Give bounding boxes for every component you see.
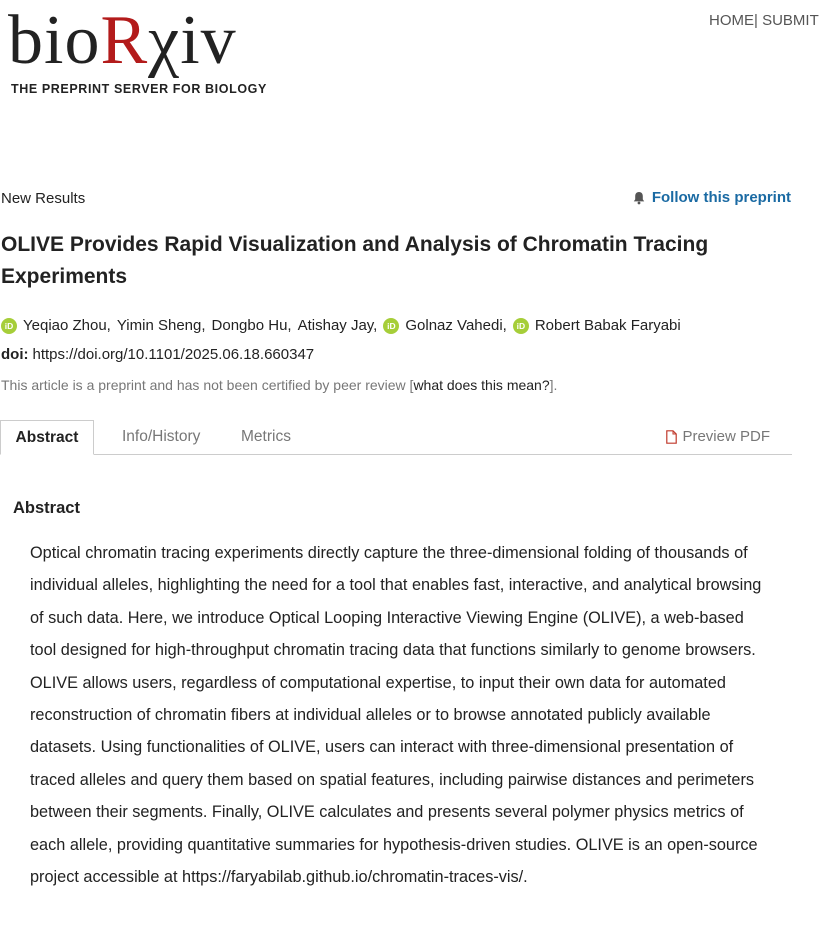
follow-preprint-button[interactable] bbox=[632, 189, 791, 206]
disclaimer-text: This article is a preprint and has not been certified by peer review [ bbox=[1, 377, 414, 393]
article-title: OLIVE Provides Rapid Visualization and Analysis of Chromatin Tracing Experiments bbox=[1, 233, 709, 288]
author-name[interactable]: Robert Babak Faryabi bbox=[534, 317, 681, 334]
author-list bbox=[1, 317, 687, 334]
author-name[interactable]: Yimin Sheng, bbox=[116, 317, 206, 334]
article-tabs bbox=[0, 420, 792, 455]
peer-review-disclaimer bbox=[1, 377, 557, 393]
orcid-icon[interactable]: iD bbox=[383, 318, 399, 334]
nav-separator: | bbox=[754, 12, 758, 29]
author-name[interactable]: Golnaz Vahedi, bbox=[405, 317, 507, 334]
what-does-this-mean-link[interactable]: what does this mean? bbox=[413, 377, 550, 393]
nav-submit-link[interactable]: SUBMIT bbox=[762, 12, 819, 29]
logo-wordmark bbox=[8, 2, 267, 79]
article-type: New Results bbox=[1, 190, 86, 207]
tab-metrics[interactable]: Metrics bbox=[241, 428, 291, 445]
logo-suffix: χiv bbox=[148, 2, 237, 79]
tab-info-history[interactable]: Info/History bbox=[122, 428, 201, 445]
disclaimer-end: ]. bbox=[549, 377, 558, 393]
doi-link[interactable]: https://doi.org/10.1101/2025.06.18.660347 bbox=[32, 346, 315, 363]
logo-r: R bbox=[100, 2, 149, 79]
author-name[interactable]: Atishay Jay, bbox=[297, 317, 378, 334]
abstract-heading: Abstract bbox=[13, 499, 80, 517]
pdf-file-icon bbox=[666, 430, 677, 444]
logo-prefix: bio bbox=[8, 2, 101, 79]
author-name[interactable]: Dongbo Hu, bbox=[211, 317, 292, 334]
orcid-icon[interactable]: iD bbox=[1, 318, 17, 334]
orcid-icon[interactable]: iD bbox=[513, 318, 529, 334]
author-name[interactable]: Yeqiao Zhou, bbox=[23, 317, 111, 334]
logo-tagline: THE PREPRINT SERVER FOR BIOLOGY bbox=[11, 82, 267, 96]
doi-line bbox=[1, 346, 314, 363]
tab-abstract[interactable]: Abstract bbox=[0, 420, 94, 455]
follow-label: Follow this preprint bbox=[651, 189, 791, 206]
biorxiv-logo[interactable] bbox=[8, 2, 267, 96]
bell-icon bbox=[632, 191, 646, 205]
preview-pdf-link[interactable] bbox=[666, 420, 770, 454]
doi-label: doi: bbox=[1, 346, 29, 363]
nav-home-link[interactable]: HOME bbox=[709, 12, 754, 29]
top-nav bbox=[709, 12, 819, 29]
abstract-text: Optical chromatin tracing experiments directly capture the three-dimensional folding of thousands of individual alleles, highlighting the need for a tool that enables fast, interactive, and analytical browsing of such data. Here, we introduce Optical Looping Interactive Viewing Engine (OLIVE), a web-based tool designed for high-throughput chromatin tracing data that functions similarly to genome browsers. OLIVE allows users, regardless of computational expertise, to input their own data for automated reconstruction of chromatin fibers at individual alleles or to browse annotated publicly available datasets. Using functionalities of OLIVE, users can interact with three-dimensional presentation of traced alleles and query them based on spatial features, including pairwise distances and perimeters between their segments. Finally, OLIVE calculates and presents several polymer physics metrics of each allele, providing quantitative summaries for hypothesis-driven studies. OLIVE is an open-source project accessible at https://faryabilab.github.io/chromatin-traces-vis/. bbox=[30, 544, 762, 887]
preview-pdf-label: Preview PDF bbox=[682, 428, 770, 445]
